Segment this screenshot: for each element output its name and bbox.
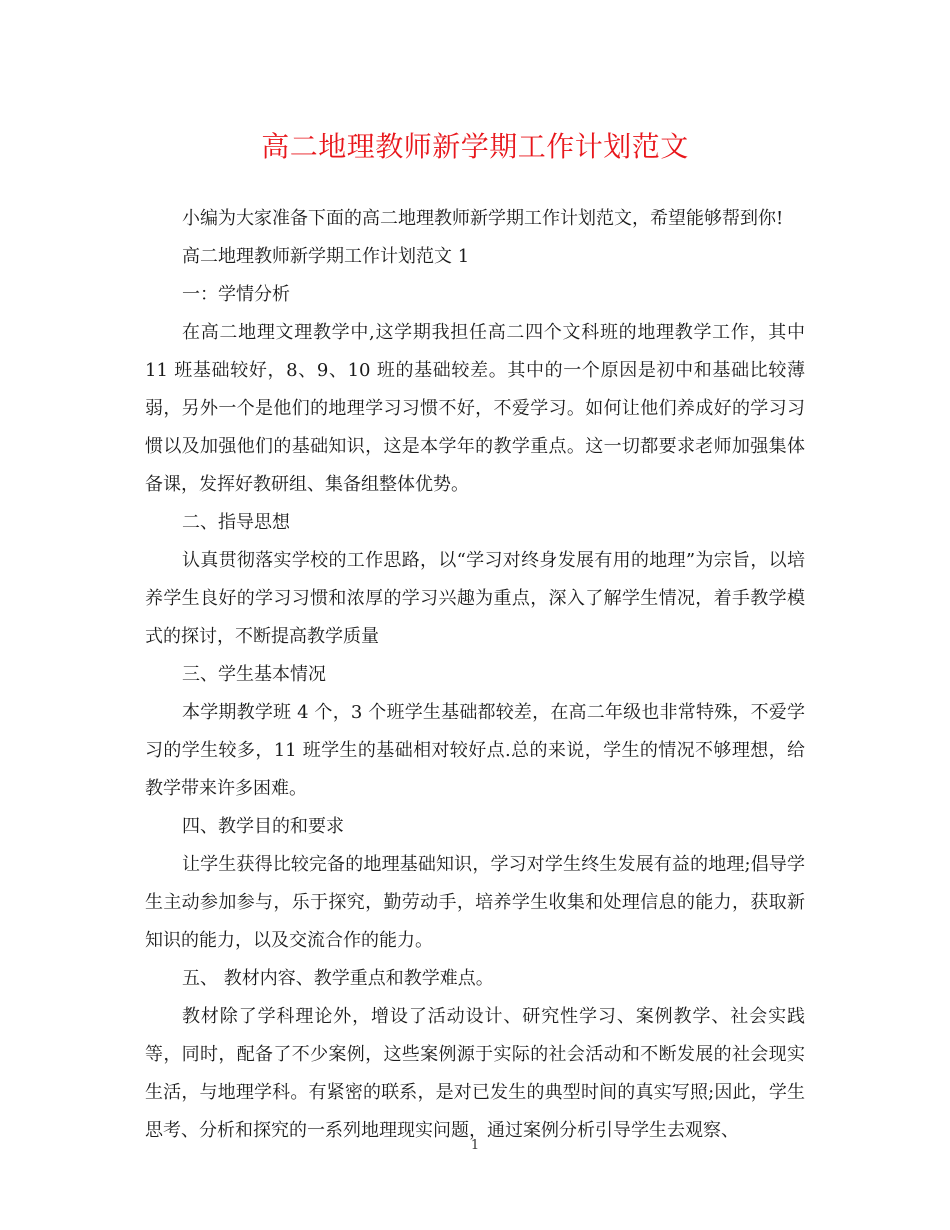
paragraph-section-4: 让学生获得比较完备的地理基础知识，学习对学生终生发展有益的地理;倡导学生主动参加参与，乐于探究，勤劳动手，培养学生收集和处理信息的能力，获取新知识的能力，以及交流合作的能力。 (145, 854, 805, 951)
paragraph-intro: 小编为大家准备下面的高二地理教师新学期工作计划范文，希望能够帮到你! (182, 208, 784, 229)
document-title: 高二地理教师新学期工作计划范文 (261, 130, 689, 163)
document-body (145, 200, 805, 1150)
paragraph-section-3: 本学期教学班 4 个，3 个班学生基础都较差，在高二年级也非常特殊，不爱学习的学生较多，11 班学生的基础相对较好点.总的来说，学生的情况不够理想，给教学带来许多困难。 (145, 702, 805, 799)
heading-section-3: 三、学生基本情况 (182, 664, 326, 685)
paragraph-section-2: 认真贯彻落实学校的工作思路，以“学习对终身发展有用的地理”为宗旨，以培养学生良好的学习习惯和浓厚的学习兴趣为重点，深入了解学生情况，着手教学模式的探讨，不断提高教学质量 (145, 550, 805, 647)
heading-section-1: 一：学情分析 (182, 284, 290, 305)
heading-section-5: 五、 教材内容、教学重点和教学难点。 (182, 968, 494, 989)
paragraph-section-1: 在高二地理文理教学中,这学期我担任高二四个文科班的地理教学工作，其中 11 班基础较好，8、9、10 班的基础较差。其中的一个原因是初中和基础比较薄弱，另外一个是他们的地理学习习惯不好，不爱学习。如何让他们养成好的学习习惯以及加强他们的基础知识，这是本学年的教学重点。这一切都要求老师加强集体备课，发挥好教研组、集备组整体优势。 (145, 322, 805, 495)
heading-section-4: 四、教学目的和要求 (182, 816, 344, 837)
paragraph-subtitle: 高二地理教师新学期工作计划范文 1 (182, 246, 470, 267)
heading-section-2: 二、指导思想 (182, 512, 290, 533)
paragraph-section-5: 教材除了学科理论外，增设了活动设计、研究性学习、案例教学、社会实践等，同时，配备了不少案例，这些案例源于实际的社会活动和不断发展的社会现实生活，与地理学科。有紧密的联系，是对已发生的典型时间的真实写照;因此，学生思考、分析和探究的一系列地理现实问题，通过案例分析引导学生去观察、 (145, 1006, 805, 1141)
page-number: 1 (470, 1138, 480, 1153)
